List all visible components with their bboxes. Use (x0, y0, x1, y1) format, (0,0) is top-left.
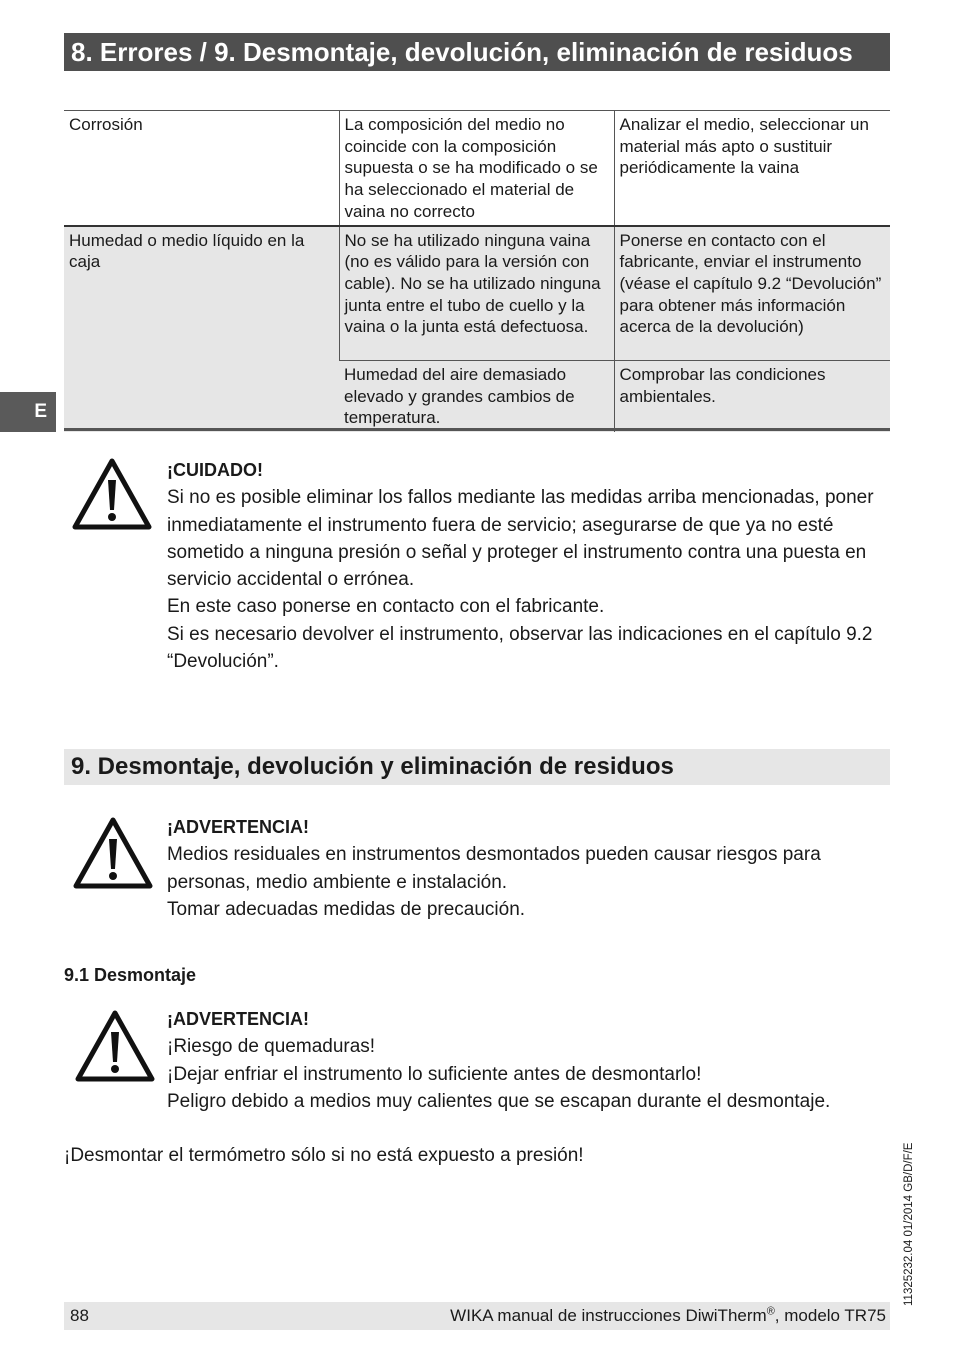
warning-text: ¡Riesgo de quemaduras! (167, 1036, 376, 1058)
caution-text: Si no es posible eliminar los fallos mediante las medidas arriba mencionadas, poner inmediatamente el instrumento fuera de servicio; asegurarse de que ya no esté sometido a ninguna presión o señal y proteger el instrumento contra una puesta en servicio accidental o errónea. (167, 487, 874, 591)
warning-triangle-icon (72, 458, 152, 530)
fault-cell: Corrosión (64, 111, 339, 226)
document-number-text: 11325232.04 01/2014 GB/D/F/E (903, 1142, 915, 1306)
warning-text: ¡Dejar enfriar el instrumento lo suficiente antes de desmontarlo! (167, 1063, 702, 1085)
table-row (64, 226, 890, 361)
caution-notice (167, 457, 897, 675)
cause-cell: No se ha utilizado ninguna vaina (no es válido para la versión con cable). No se ha utilizado ninguna junta entre el tubo de cuello y la vaina o la junta está defectuosa. (339, 226, 614, 361)
measure-cell: Analizar el medio, seleccionar un material más apto o sustituir periódicamente la vaina (614, 111, 890, 226)
warning-text: Peligro debido a medios muy calientes que se escapan durante el desmontaje. (167, 1090, 831, 1112)
registered-mark: ® (766, 1305, 775, 1318)
document-number (903, 1096, 923, 1306)
caution-text: En este caso ponerse en contacto con el fabricante. (167, 596, 605, 618)
warning-triangle-icon (75, 1010, 155, 1082)
page-number: 88 (70, 1306, 89, 1325)
footer-title-main: WIKA manual de instrucciones DiwiTherm (450, 1306, 767, 1325)
fault-cell: Humedad o medio líquido en la caja (64, 226, 339, 432)
warning-notice (167, 1006, 897, 1115)
table-bottom-rule (64, 428, 890, 431)
warning-text: Tomar adecuadas medidas de precaución. (167, 898, 526, 920)
measure-cell: Ponerse en contacto con el fabricante, enviar el instrumento (véase el capítulo 9.2 “Devolución” para obtener más información acerca de la devolución) (614, 226, 890, 361)
caution-heading: ¡CUIDADO! (167, 460, 263, 480)
section-heading: 9. Desmontaje, devolución y eliminación de residuos (64, 749, 890, 785)
instruction-text: ¡Desmontar el termómetro sólo si no está expuesto a presión! (64, 1145, 584, 1166)
error-table (64, 110, 890, 432)
caution-text: Si es necesario devolver el instrumento, observar las indicaciones en el capítulo 9.2 “Devolución”. (167, 623, 873, 673)
page-header: 8. Errores / 9. Desmontaje, devolución, eliminación de residuos (64, 33, 890, 71)
cause-cell: Humedad del aire demasiado elevado y grandes cambios de temperatura. (339, 361, 614, 432)
cause-cell: La composición del medio no coincide con la composición supuesta o se ha modificado o se ha seleccionado el material de vaina no correcto (339, 111, 614, 226)
subsection-heading: 9.1 Desmontaje (64, 965, 197, 985)
warning-heading: ¡ADVERTENCIA! (167, 1009, 309, 1029)
language-tab: E (0, 392, 56, 432)
page-footer (64, 1302, 890, 1330)
footer-title (450, 1302, 886, 1330)
warning-text: Medios residuales en instrumentos desmontados pueden causar riesgos para personas, medio ambiente e instalación. (167, 844, 821, 893)
warning-triangle-icon (73, 817, 153, 889)
warning-heading: ¡ADVERTENCIA! (167, 817, 309, 837)
table-row (64, 111, 890, 226)
footer-title-end: , modelo TR75 (774, 1306, 886, 1325)
warning-notice (167, 814, 897, 923)
measure-cell: Comprobar las condiciones ambientales. (614, 361, 890, 432)
